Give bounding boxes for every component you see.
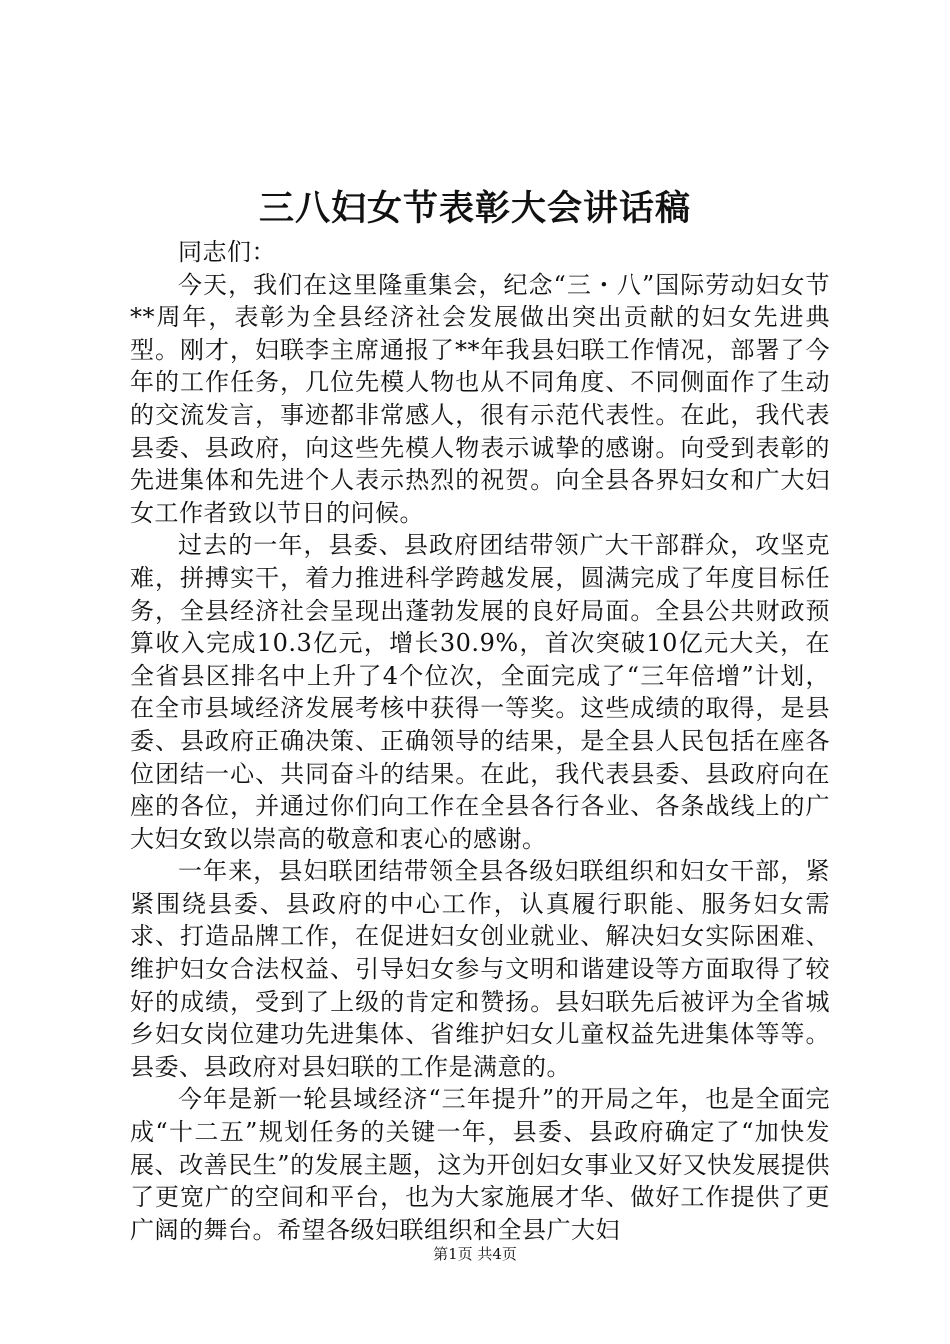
- document-body: [130, 236, 830, 1246]
- page-title: 三八妇女节表彰大会讲话稿: [258, 188, 691, 229]
- paragraph-4: 今年是新一轮县域经济“三年提升”的开局之年，也是全面完成“十二五”规划任务的关键一年，县委、县政府确定了“加快发展、改善民生”的发展主题，这为开创妇女事业又好又快发展提供了更宽广的空间和平台，也为大家施展才华、做好工作提供了更广阔的舞台。希望各级妇联组织和全县广大妇: [130, 1085, 830, 1244]
- paragraph-3: 一年来，县妇联团结带领全县各级妇联组织和妇女干部，紧紧围绕县委、县政府的中心工作，认真履行职能、服务妇女需求、打造品牌工作，在促进妇女创业就业、解决妇女实际困难、维护妇女合法权益、引导妇女参与文明和谐建设等方面取得了较好的成绩，受到了上级的肯定和赞扬。县妇联先后被评为全省城乡妇女岗位建功先进集体、省维护妇女儿童权益先进集体等等。县委、县政府对县妇联的工作是满意的。: [130, 857, 830, 1081]
- page-number-footer: 第1页 共4页: [433, 1245, 517, 1263]
- greeting: 同志们：: [178, 238, 276, 266]
- paragraph-2: 过去的一年，县委、县政府团结带领广大干部群众，攻坚克难，拼搏实干，着力推进科学跨越发展，圆满完成了年度目标任务，全县经济社会呈现出蓬勃发展的良好局面。全县公共财政预算收入完成10.3亿元，增长30.9%，首次突破10亿元大关，在全省县区排名中上升了4个位次，全面完成了“三年倍增”计划，在全市县域经济发展考核中获得一等奖。这些成绩的取得，是县委、县政府正确决策、正确领导的结果，是全县人民包括在座各位团结一心、共同奋斗的结果。在此，我代表县委、县政府向在座的各位，并通过你们向工作在全县各行各业、各条战线上的广大妇女致以崇高的敬意和衷心的感谢。: [130, 531, 830, 853]
- paragraph-1: 今天，我们在这里隆重集会，纪念“三・八”国际劳动妇女节**周年，表彰为全县经济社会发展做出突出贡献的妇女先进典型。刚才，妇联李主席通报了**年我县妇联工作情况，部署了今年的工作任务，几位先模人物也从不同角度、不同侧面作了生动的交流发言，事迹都非常感人，很有示范代表性。在此，我代表县委、县政府，向这些先模人物表示诚挚的感谢。向受到表彰的先进集体和先进个人表示热烈的祝贺。向全县各界妇女和广大妇女工作者致以节日的问候。: [130, 270, 830, 527]
